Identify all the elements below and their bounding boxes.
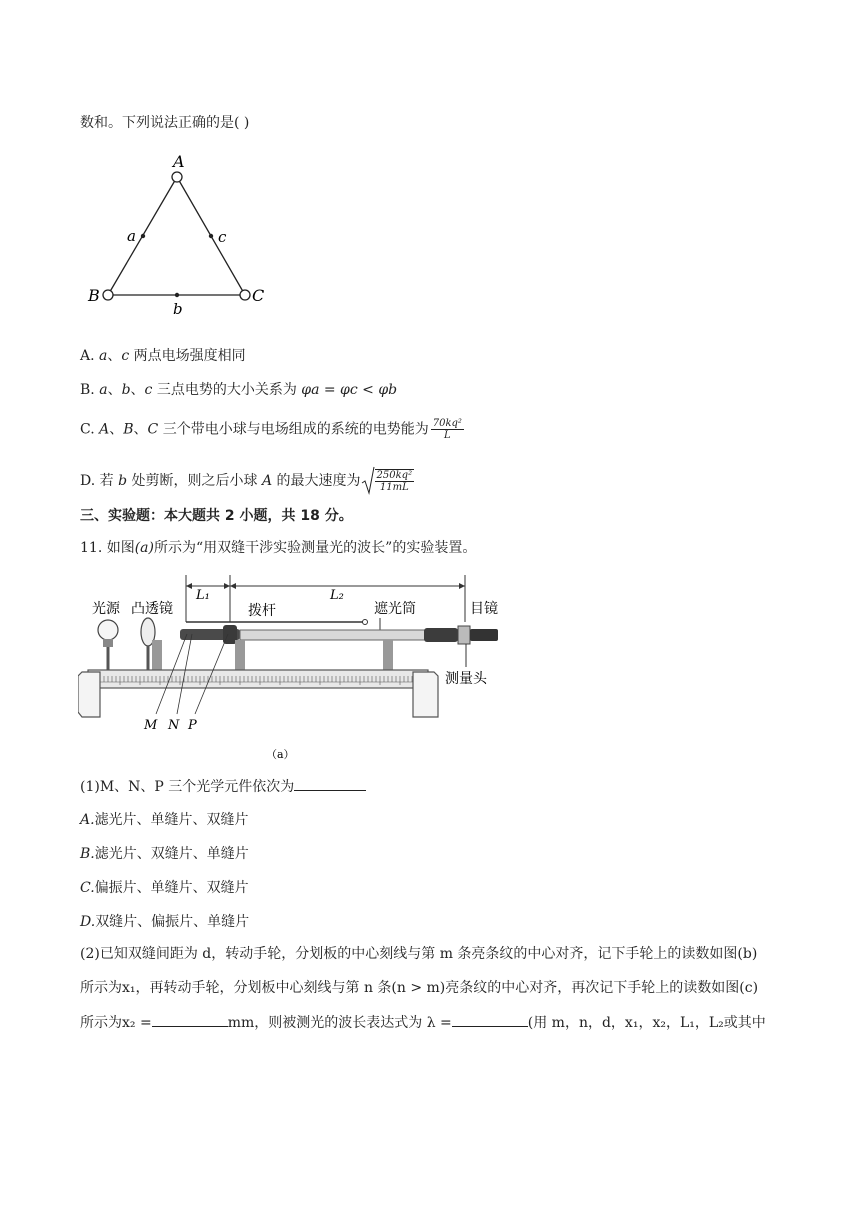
sqrt-expression: $\frac{\text{250kq²}}{11mL}$ [361, 466, 415, 496]
charge-A [172, 172, 182, 182]
question-intro-line: 数和。下列说法正确的是( ) [80, 115, 250, 131]
choice-a: A.滤光片、单缝片、双缝片 [80, 812, 249, 828]
vertex-label-A: A [173, 152, 185, 171]
dim-label-L2: L₂ [330, 588, 344, 603]
label-eyepiece: 目镜 [470, 601, 498, 617]
element-label-M: M [144, 718, 158, 733]
option-a: A. a、c 两点电场强度相同 [80, 348, 246, 364]
charge-C [240, 290, 250, 300]
section-3-title: 三、实验题：本大题共 2 小题，共 18 分。 [80, 508, 353, 524]
q11-part2-line2: 所示为x₁，再转动手轮，分划板中心刻线与第 n 条(n > m)亮条纹的中心对齐，再次记下手轮上的读数如图(c) [80, 980, 759, 996]
q11-part1: (1)M、N、P 三个光学元件依次为 [80, 776, 366, 797]
double-slit-apparatus-figure [78, 572, 518, 767]
vertex-label-C: C [252, 286, 265, 305]
label-light-source: 光源 [92, 601, 120, 617]
dim-label-L1: L₁ [196, 588, 210, 603]
answer-blank-x2[interactable] [152, 1012, 228, 1027]
q11-part2-line3: 所示为x₂ = mm，则被测光的波长表达式为 λ = (用 m，n，d，x₁，x₂，L₁，L₂或其中 [80, 1012, 766, 1033]
potential-relation: φa = φc < φb [301, 382, 398, 398]
figure-caption-a: （a） [266, 748, 295, 761]
answer-blank-part1[interactable] [294, 776, 366, 791]
triangle-charge-figure [80, 150, 280, 320]
answer-blank-wavelength[interactable] [452, 1012, 528, 1027]
point-a [141, 234, 145, 238]
label-lever: 拨杆 [248, 603, 276, 619]
label-shading-tube: 遮光筒 [374, 601, 416, 617]
option-d: D. 若 b 处剪断，则之后小球 A 的最大速度为 $\frac{\text{250kq²}}{11mL}$ [80, 466, 414, 496]
point-label-a: a [127, 227, 136, 245]
choice-d: D.双缝片、偏振片、单缝片 [80, 914, 250, 930]
energy-fraction: $\frac{\text{70kq²}}{L}$ [432, 418, 462, 441]
element-label-P: P [188, 718, 197, 733]
choice-b: B.滤光片、双缝片、单缝片 [80, 846, 249, 862]
option-b: B. a、b、c 三点电势的大小关系为 φa = φc < φb [80, 382, 398, 398]
point-label-b: b [173, 300, 183, 318]
option-c: C. A、B、C 三个带电小球与电场组成的系统的电势能为 $\frac{\text{70kq²}}{L}$ [80, 418, 462, 441]
q11-part2-line1: (2)已知双缝间距为 d，转动手轮，分划板的中心刻线与第 m 条亮条纹的中心对齐，记下手轮上的读数如图(b) [80, 946, 758, 962]
charge-B [103, 290, 113, 300]
q11-stem: 11. 如图(a)所示为“用双缝干涉实验测量光的波长”的实验装置。 [80, 540, 477, 556]
point-label-c: c [218, 228, 227, 246]
label-convex-lens: 凸透镜 [131, 601, 173, 617]
label-measuring-head: 测量头 [445, 671, 487, 687]
element-label-N: N [168, 718, 180, 733]
vertex-label-B: B [88, 286, 100, 305]
point-c [209, 234, 213, 238]
point-b [175, 293, 179, 297]
choice-c: C.偏振片、单缝片、双缝片 [80, 880, 249, 896]
